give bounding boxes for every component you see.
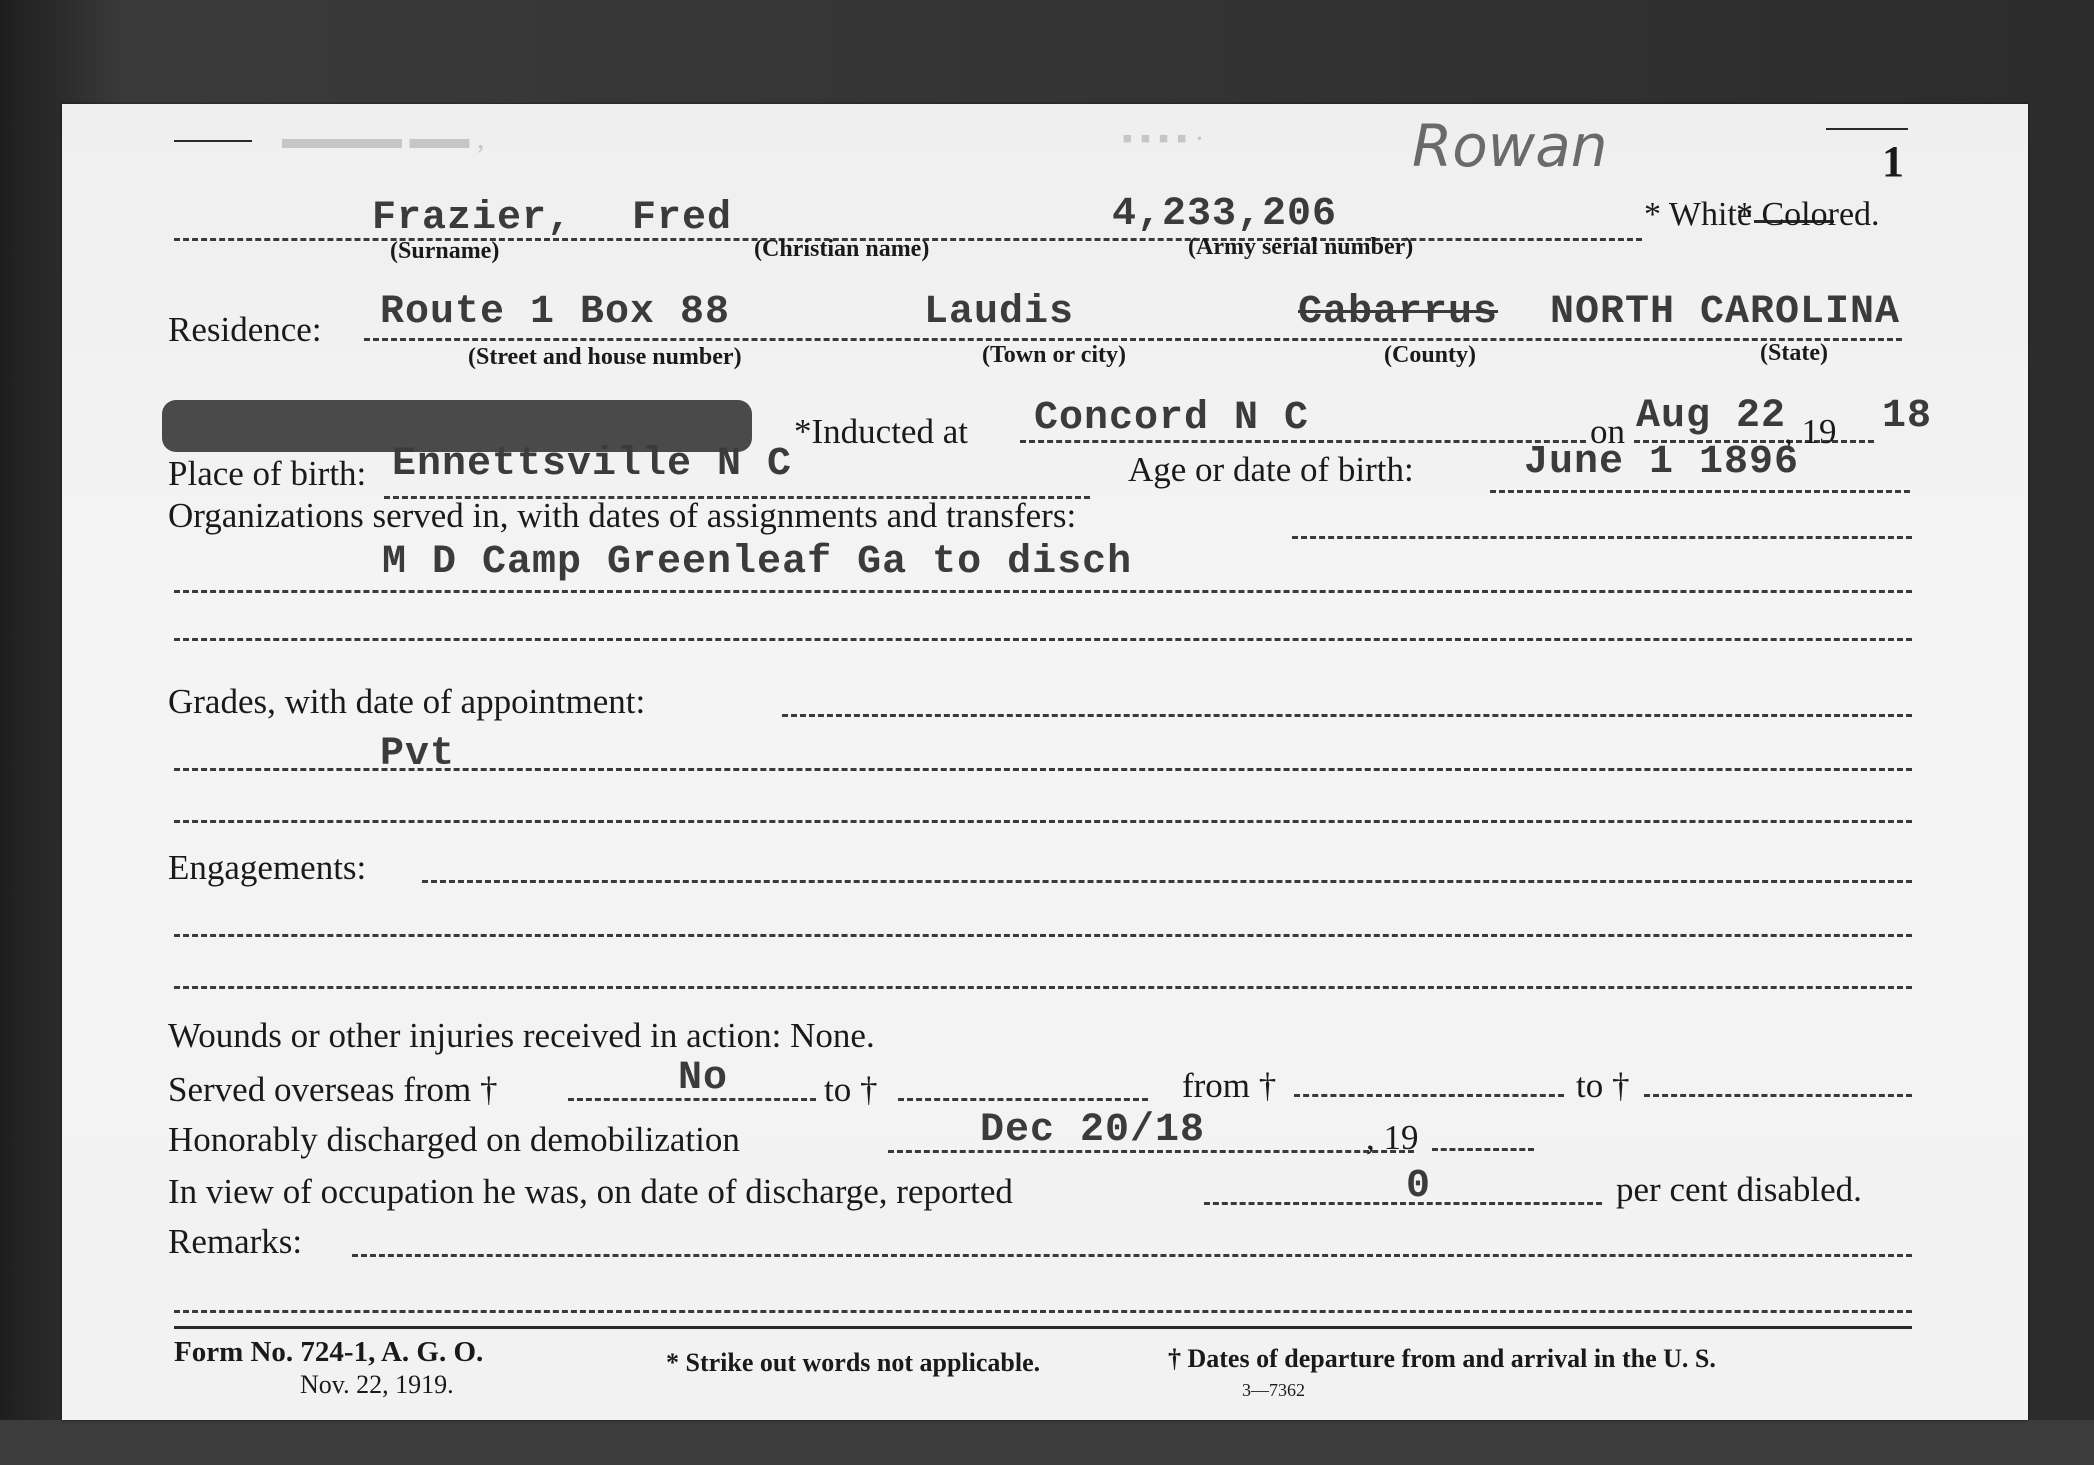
organizations-underline-2 <box>174 590 1912 593</box>
overseas-to-label-1: to † <box>824 1070 878 1109</box>
town-caption: (Town or city) <box>982 342 1126 368</box>
race-white-text: * White <box>1644 196 1752 233</box>
inducted-place-value: Concord N C <box>1034 396 1310 441</box>
footer-rule <box>174 1326 1912 1329</box>
engagements-underline-3 <box>174 986 1912 989</box>
background-bottom-strip <box>0 1420 2094 1465</box>
organizations-value: M D Camp Greenleaf Ga to disch <box>382 540 1133 585</box>
per-cent-disabled-label: per cent disabled. <box>1616 1170 1862 1209</box>
inducted-date-value: Aug 22 <box>1636 394 1787 439</box>
grades-underline-3 <box>174 820 1912 823</box>
county-annotation: Rowan <box>1412 112 1608 180</box>
dates-note: † Dates of departure from and arrival in the U. S. <box>1168 1344 1716 1373</box>
bleed-through-text: ▬▬▬▬ ▬▬ , <box>282 122 485 155</box>
inducted-place-underline <box>1020 440 1586 443</box>
organizations-underline-3 <box>174 638 1912 641</box>
top-rule-left <box>174 140 252 142</box>
remarks-underline-2 <box>174 1310 1912 1313</box>
engagements-label: Engagements: <box>168 848 367 887</box>
discharged-label: Honorably discharged on demobilization <box>168 1120 740 1159</box>
birth-date-value: June 1 1896 <box>1524 440 1800 485</box>
form-number: Form No. 724-1, A. G. O. <box>174 1336 484 1368</box>
birth-date-underline <box>1490 490 1910 493</box>
state-caption: (State) <box>1760 340 1828 366</box>
top-rule-right <box>1826 128 1908 130</box>
bleed-through-text: ▪ ▪ ▪ ▪ · <box>1122 122 1205 155</box>
residence-town-value: Laudis <box>924 290 1075 335</box>
army-serial-caption: (Army serial number) <box>1188 234 1414 260</box>
strike-note: * Strike out words not applicable. <box>666 1348 1041 1377</box>
remarks-label: Remarks: <box>168 1222 303 1261</box>
discharged-value: Dec 20/18 <box>980 1108 1206 1153</box>
form-date: Nov. 22, 1919. <box>300 1370 454 1399</box>
age-label: Age or date of birth: <box>1128 450 1414 489</box>
surname-caption: (Surname) <box>390 238 500 264</box>
inducted-year-prefix: , 19 <box>1784 412 1837 451</box>
disabled-underline <box>1204 1202 1602 1205</box>
residence-county-value: Cabarrus <box>1298 290 1499 335</box>
residence-label: Residence: <box>168 310 322 349</box>
grades-underline-1 <box>782 714 1912 717</box>
residence-state-value: NORTH CAROLINA <box>1550 290 1901 335</box>
overseas-from-label: from † <box>1182 1066 1277 1105</box>
birth-place-label: Place of birth: <box>168 454 367 493</box>
wounds-label: Wounds or other injuries received in action: None. <box>168 1016 875 1055</box>
county-caption: (County) <box>1384 342 1477 368</box>
overseas-to-label-2: to † <box>1576 1066 1630 1105</box>
occupation-label: In view of occupation he was, on date of discharge, reported <box>168 1172 1013 1211</box>
grades-value: Pvt <box>380 732 456 777</box>
overseas-from-underline-2 <box>1294 1094 1564 1097</box>
residence-underline <box>364 338 1902 341</box>
remarks-underline-1 <box>352 1254 1912 1257</box>
inducted-year-value: 18 <box>1882 394 1933 439</box>
discharged-year-underline <box>1432 1148 1534 1151</box>
inducted-on-label: on <box>1590 412 1625 451</box>
organizations-underline-1 <box>1292 536 1912 539</box>
overseas-label: Served overseas from † <box>168 1070 498 1109</box>
street-caption: (Street and house number) <box>468 344 742 370</box>
engagements-underline-2 <box>174 934 1912 937</box>
service-record-card <box>62 104 2028 1420</box>
overseas-to-underline-2 <box>1644 1094 1912 1097</box>
overseas-to-underline-1 <box>898 1098 1148 1101</box>
card-number: 1 <box>1882 137 1904 186</box>
engagements-underline-1 <box>422 880 1912 883</box>
race-colored-option: * Colored. <box>1736 196 1880 233</box>
disabled-value: 0 <box>1406 1164 1432 1209</box>
army-serial-value: 4,233,206 <box>1112 192 1338 237</box>
christian-name-caption: (Christian name) <box>754 236 930 262</box>
organizations-label: Organizations served in, with dates of assignments and transfers: <box>168 496 1077 535</box>
residence-street-value: Route 1 Box 88 <box>380 290 731 335</box>
discharged-underline <box>888 1150 1414 1153</box>
overseas-value: No <box>678 1056 729 1101</box>
print-code: 3—7362 <box>1242 1380 1305 1400</box>
surname-value: Frazier, <box>372 196 573 241</box>
birth-place-value: Ennettsville N C <box>392 442 793 487</box>
inducted-label: *Inducted at <box>794 412 968 451</box>
grades-underline-2 <box>174 768 1912 771</box>
discharged-year-prefix: , 19 <box>1366 1118 1419 1157</box>
christian-name-value: Fred <box>632 196 733 241</box>
grades-label: Grades, with date of appointment: <box>168 682 646 721</box>
